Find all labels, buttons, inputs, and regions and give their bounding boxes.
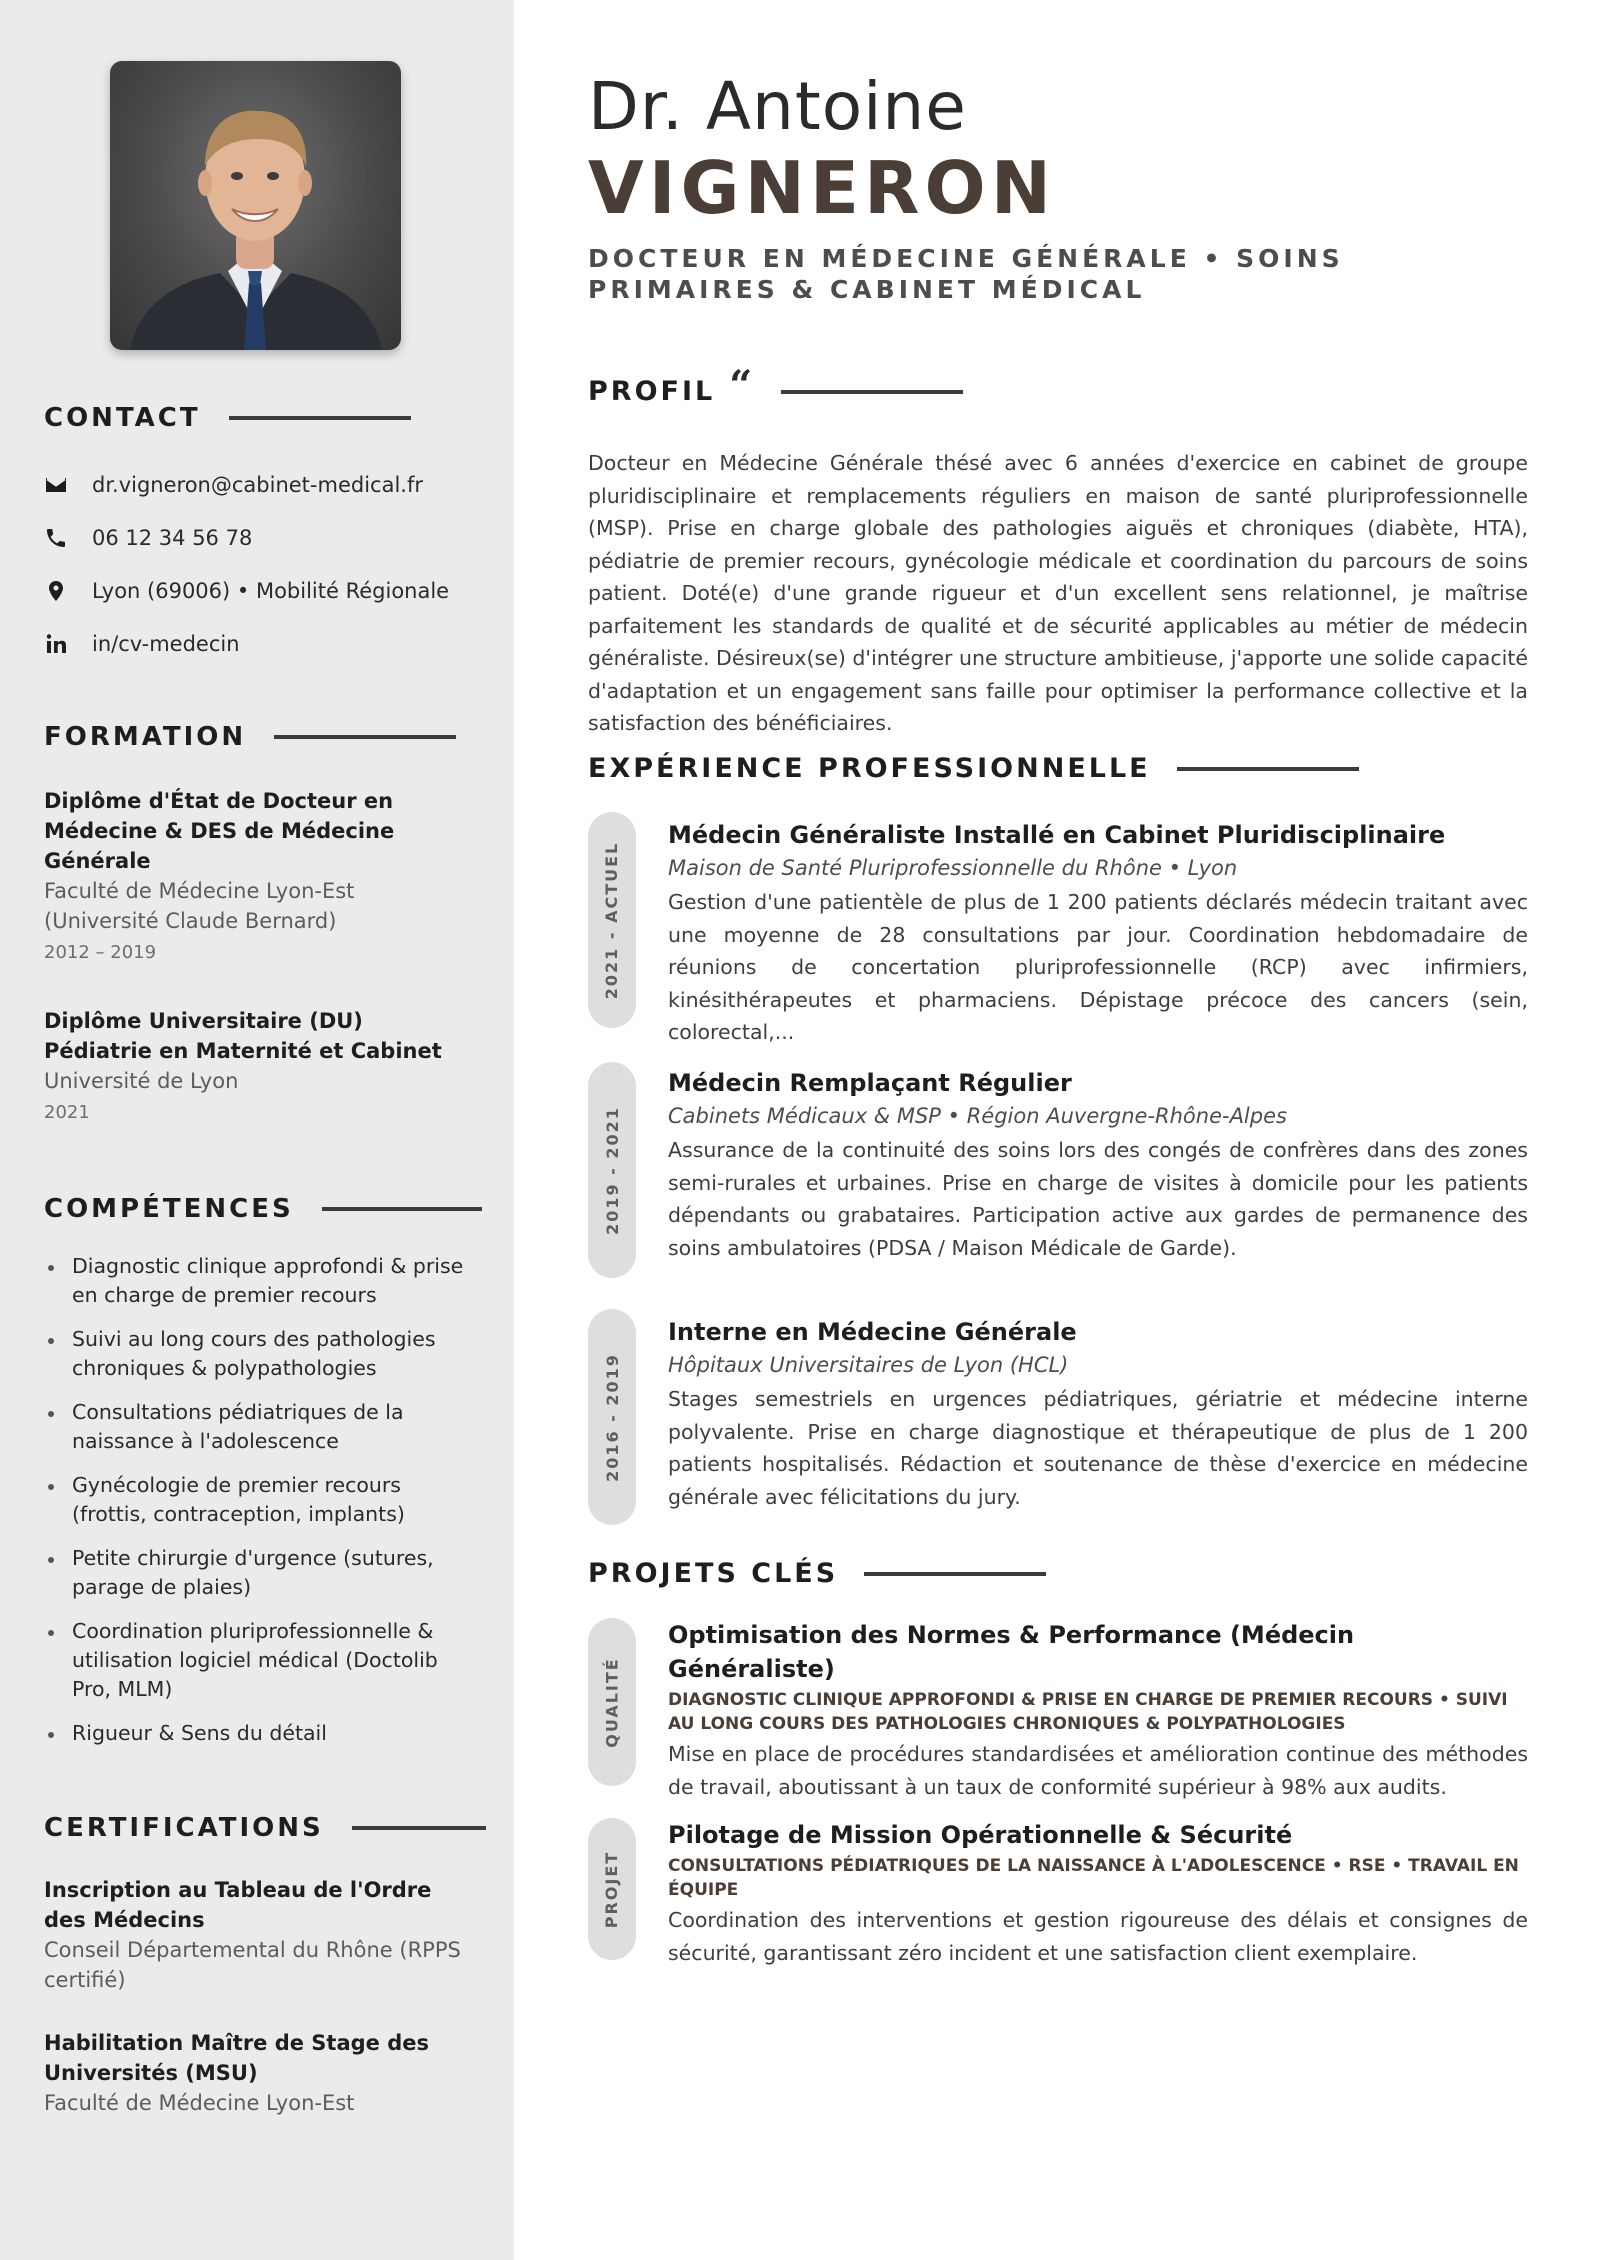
formation-title: Diplôme d'État de Docteur en Médecine & DES de Médecine Générale — [44, 789, 395, 873]
project-title: Optimisation des Normes & Performance (Médecin Généraliste) — [668, 1621, 1355, 1683]
experience-org: Maison de Santé Pluriprofessionnelle du Rhône • Lyon — [668, 856, 1238, 880]
period-label: 2021 - ACTUEL — [602, 841, 622, 999]
phone-icon — [44, 525, 92, 551]
profil-heading-label: PROFIL — [588, 376, 716, 407]
certification-item — [44, 1875, 464, 1995]
contact-list — [44, 458, 449, 670]
skill-item: Suivi au long cours des pathologies chroniques & polypathologies — [44, 1325, 474, 1383]
certification-title: Habilitation Maître de Stage des Universités (MSU) — [44, 2031, 430, 2085]
contact-location-text: Lyon (69006) • Mobilité Régionale — [92, 578, 450, 603]
experience-heading — [588, 753, 1359, 784]
skill-item: Gynécologie de premier recours (frottis, contraception, implants) — [44, 1471, 474, 1529]
projets-heading — [588, 1558, 1046, 1589]
experience-description: Stages semestriels en urgences pédiatriques, gériatrie et médecine interne polyvalente. Prise en charge diagnostique et thérapeutique de plus de 1 200 patients hospitalisés. Rédaction et soutenance de thèse d'exercice en médecine générale avec félicitations du jury. — [668, 1387, 1528, 1509]
formation-heading — [44, 722, 456, 752]
formation-year: 2021 — [44, 1102, 90, 1123]
project-description: Mise en place de procédures standardisées et amélioration continue des méthodes de travail, aboutissant à un taux de conformité supérieur à 98% aux audits. — [668, 1742, 1528, 1799]
contact-location — [44, 564, 449, 617]
project-keywords: CONSULTATIONS PÉDIATRIQUES DE LA NAISSANCE À L'ADOLESCENCE • RSE • TRAVAIL EN ÉQUIPE — [668, 1856, 1519, 1900]
skill-item: Consultations pédiatriques de la naissance à l'adolescence — [44, 1398, 474, 1456]
competences-heading — [44, 1194, 482, 1224]
formation-year: 2012 – 2019 — [44, 942, 157, 963]
skills-list — [44, 1252, 474, 1763]
heading-rule — [352, 1826, 486, 1830]
skill-item: Petite chirurgie d'urgence (sutures, parage de plaies) — [44, 1544, 474, 1602]
project-tag: QUALITÉ — [602, 1656, 622, 1748]
heading-rule — [229, 416, 411, 420]
period-pill — [588, 1062, 636, 1278]
contact-linkedin-text[interactable]: in/cv-medecin — [92, 631, 240, 656]
project-title: Pilotage de Mission Opérationnelle & Sécurité — [668, 1821, 1293, 1849]
formation-school: Université de Lyon — [44, 1069, 239, 1093]
competences-heading-label: COMPÉTENCES — [44, 1194, 294, 1224]
tag-pill — [588, 1818, 636, 1960]
profil-heading — [588, 362, 963, 415]
profile-summary: Docteur en Médecine Générale thésé avec 6 années d'exercice en cabinet de groupe pluridisciplinaire et remplacements réguliers en maison de santé pluriprofessionnelle (MSP). Prise en charge globale des pathologies aiguës et chroniques (diabète, HTA), pédiatrie de premier recours, gynécologie médicale et coordination du parcours de soins patient. Doté(e) d'une grande rigueur et d'un excellent sens relationnel, je maîtrise parfaitement les standards de qualité et de sécurité applicables au métier de médecin généraliste. Désireux(se) d'intégrer une structure ambitieuse, j'apporte une solide capacité d'adaptation et un engagement sans faille pour optimiser la performance collective et la satisfaction des bénéficiaires. — [588, 451, 1528, 735]
projets-heading-label: PROJETS CLÉS — [588, 1558, 839, 1589]
contact-phone[interactable] — [44, 511, 449, 564]
formation-title: Diplôme Universitaire (DU) Pédiatrie en Maternité et Cabinet — [44, 1009, 442, 1063]
period-label: 2016 - 2019 — [602, 1352, 622, 1482]
profile-photo — [110, 61, 401, 350]
certification-issuer: Conseil Départemental du Rhône (RPPS certifié) — [44, 1938, 461, 1992]
job-subtitle: DOCTEUR EN MÉDECINE GÉNÉRALE • SOINS PRIMAIRES & CABINET MÉDICAL — [588, 244, 1344, 304]
formation-item — [44, 786, 464, 970]
heading-rule — [274, 735, 456, 739]
main-content — [514, 0, 1600, 2260]
contact-heading-label: CONTACT — [44, 403, 201, 433]
contact-phone-text[interactable]: 06 12 34 56 78 — [92, 525, 253, 550]
certifications-heading — [44, 1813, 486, 1843]
contact-email-text[interactable]: dr.vigneron@cabinet-medical.fr — [92, 472, 423, 497]
experience-title: Médecin Remplaçant Régulier — [668, 1069, 1072, 1097]
tag-pill — [588, 1618, 636, 1786]
period-pill — [588, 812, 636, 1028]
experience-org: Cabinets Médicaux & MSP • Région Auvergne-Rhône-Alpes — [668, 1104, 1287, 1128]
formation-item — [44, 1006, 464, 1130]
sidebar — [0, 0, 514, 2260]
formation-heading-label: FORMATION — [44, 722, 247, 752]
period-pill — [588, 1309, 636, 1525]
heading-rule — [781, 390, 963, 394]
experience-description: Assurance de la continuité des soins lors des congés de confrères dans des zones semi-rurales et urbaines. Prise en charge de visites à domicile pour les patients dépendants ou grabataires. Participation active aux gardes de permanence des soins ambulatoires (PDSA / Maison Médicale de Garde). — [668, 1138, 1528, 1260]
contact-email[interactable] — [44, 458, 449, 511]
experience-heading-label: EXPÉRIENCE PROFESSIONNELLE — [588, 753, 1151, 784]
heading-rule — [1177, 767, 1359, 771]
contact-linkedin[interactable] — [44, 617, 449, 670]
certification-item — [44, 2028, 464, 2118]
period-label: 2019 - 2021 — [602, 1105, 622, 1235]
envelope-icon — [44, 472, 92, 498]
last-name: VIGNERON — [588, 146, 1056, 230]
experience-title: Médecin Généraliste Installé en Cabinet Pluridisciplinaire — [668, 821, 1446, 849]
map-pin-icon — [44, 578, 92, 604]
first-name: Dr. Antoine — [588, 68, 967, 145]
heading-rule — [322, 1207, 482, 1211]
skill-item: Coordination pluriprofessionnelle & utilisation logiciel médical (Doctolib Pro, MLM) — [44, 1617, 474, 1704]
experience-title: Interne en Médecine Générale — [668, 1318, 1077, 1346]
skill-item: Rigueur & Sens du détail — [44, 1719, 474, 1748]
project-tag: PROJET — [602, 1850, 622, 1928]
experience-description: Gestion d'une patientèle de plus de 1 200 patients déclarés médecin traitant avec une moyenne de 28 consultations par jour. Coordination hebdomadaire de réunions de concertation pluriprofessionnelle (RCP) avec infirmiers, kinésithérapeutes et pharmaciens. Dépistage précoce des cancers (sein, colorectal,... — [668, 890, 1528, 1044]
contact-heading — [44, 403, 411, 433]
project-description: Coordination des interventions et gestion rigoureuse des délais et consignes de sécurité, garantissant zéro incident et une satisfaction client exemplaire. — [668, 1908, 1528, 1965]
linkedin-icon — [44, 631, 92, 657]
quote-icon: “ — [729, 362, 756, 409]
skill-item: Diagnostic clinique approfondi & prise en charge de premier recours — [44, 1252, 474, 1310]
certification-title: Inscription au Tableau de l'Ordre des Médecins — [44, 1878, 432, 1932]
heading-rule — [864, 1572, 1046, 1576]
certification-issuer: Faculté de Médecine Lyon-Est — [44, 2091, 355, 2115]
experience-org: Hôpitaux Universitaires de Lyon (HCL) — [668, 1353, 1069, 1377]
certifications-heading-label: CERTIFICATIONS — [44, 1813, 324, 1843]
project-keywords: DIAGNOSTIC CLINIQUE APPROFONDI & PRISE EN CHARGE DE PREMIER RECOURS • SUIVI AU LONG COURS DES PATHOLOGIES CHRONIQUES & POLYPATHOLOGIES — [668, 1690, 1508, 1734]
formation-school: Faculté de Médecine Lyon-Est (Université Claude Bernard) — [44, 879, 355, 933]
